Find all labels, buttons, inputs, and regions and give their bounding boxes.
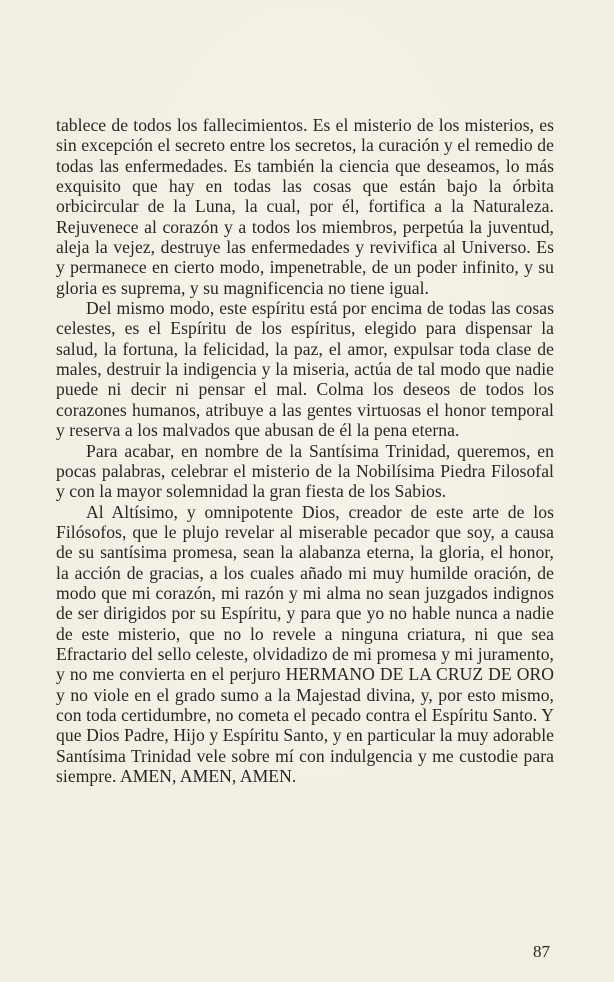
paragraph-1: tablece de todos los fallecimientos. Es el misterio de los misterios, es sin excepción el secreto entre los secretos, la curación y el remedio de todas las enfermedades. Es también la ciencia que deseamos, lo más exquisito que hay en todas las cosas que están bajo la órbita orbicircular de la Luna, la cual, por él, fortifica a la Naturaleza. Rejuvenece al corazón y a todos los miembros, perpetúa la juventud, aleja la vejez, destruye las enfermedades y revivifica al Universo. Es y permanece en cierto modo, impenetrable, de un poder infinito, y su gloria es suprema, y su magnificencia no tiene igual. — [56, 115, 554, 298]
paragraph-3: Para acabar, en nombre de la Santísima Trinidad, queremos, en pocas palabras, celebrar el misterio de la Nobilísima Piedra Filosofal y con la mayor solemnidad la gran fiesta de los Sabios. — [56, 440, 554, 502]
paragraph-2: Del mismo modo, este espíritu está por encima de todas las cosas celestes, es el Espíritu de los espíritus, elegido para dispensar la salud, la fortuna, la felicidad, la paz, el amor, expulsar toda clase de males, destruir la indigencia y la miseria, actúa de tal modo que nadie puede ni decir ni pensar el mal. Colma los deseos de todos los corazones humanos, atribuye a las gentes virtuosas el honor temporal y reserva a los malvados que abusan de él la pena eterna. — [56, 298, 554, 441]
page-number: 87 — [533, 942, 550, 961]
body-text — [56, 115, 554, 786]
paragraph-4: Al Altísimo, y omnipotente Dios, creador de este arte de los Filósofos, que le plujo revelar al miserable pecador que soy, a causa de su santísima promesa, sean la alabanza eterna, la gloria, el honor, la acción de gracias, a los cuales añado mi muy humilde oración, de modo que mi corazón, mi razón y mi alma no sean juzgados indignos de ser dirigidos por su Espíritu, y para que yo no hable nunca a nadie de este misterio, que no lo revele a ninguna criatura, ni que sea Efractario del sello celeste, olvidadizo de mi promesa y mi juramento, y no me convierta en el perjuro HERMANO DE LA CRUZ DE ORO y no viole en el grado sumo a la Majestad divina, y, por esto mismo, con toda certidumbre, no cometa el pecado contra el Espíritu Santo. Y que Dios Padre, Hijo y Espíritu Santo, y en particular la muy adorable Santísima Trinidad vele sobre mí con indulgencia y me custodie para siempre. AMEN, AMEN, AMEN. — [56, 501, 554, 786]
